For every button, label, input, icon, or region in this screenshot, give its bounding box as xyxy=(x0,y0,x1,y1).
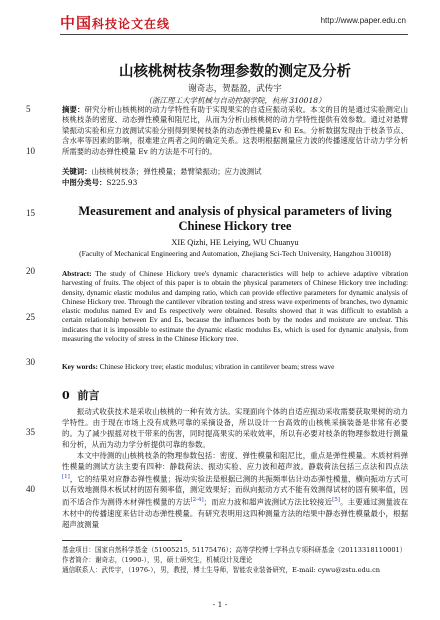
section-number: 0 xyxy=(62,389,70,402)
abstract-en xyxy=(62,269,408,343)
title-en: Measurement and analysis of physical parameters of living Chinese Hickory tree xyxy=(78,204,392,233)
footnote-contact: 通信联系人：武传宇，（1976-），男，教授，博士生导师，智能农业装备研究，E-mail: cywu@zstu.edu.cn xyxy=(62,566,381,574)
citation-link[interactable]: [2-4] xyxy=(190,497,204,504)
keywords-en-text: Chinese Hickory tree; elastic modulus; vibration in cantilever beam; stress wave xyxy=(99,362,335,371)
keywords-en-label: Key words: xyxy=(62,362,98,371)
body-text-run: ；而应力波和超声波测试方法比较接近 xyxy=(203,497,333,507)
body-text-run: 。主要通过测量波在木材中的传播速度来估计动态弹性模量。有研究表明用这四种测量方法的结果中静态弹性模量最小，根据超声波测量 xyxy=(62,497,408,529)
line-number: 5 xyxy=(26,104,31,114)
brand-rest: 科技论文在线 xyxy=(92,17,171,31)
footnote-author: 作者简介：谢奇志，（1990-），男，硕士研究生，机械设计及理论 xyxy=(62,556,253,564)
clc-label: 中图分类号： xyxy=(62,178,107,187)
abstract-zh-text: 研究分析山核桃树的动力学特性有助于实现果实的自适应振动采收。本文的目的是通过实验测定山核桃枝条的密度、动态弹性模量和阻尼比，从而为分析山核桃树的动力学特性提供有效参数。通过对悬臂梁振动实验和应力波测试实验分别得到果树枝条的动态弹性模量Ev 和 Es。分析数据发现由于枝条节点、含水率等因素的影响，很难建立两者之间的确定关系。这表明根据测量应力波的传播速度估计动力学分析所需要的动态弹性模量 Ev 的方法是不可行的。 xyxy=(62,105,408,156)
footnote-rule xyxy=(62,540,182,541)
body-text-run: ，它的结果对应静态弹性模量；振动实验法是根据已测的共振频率估计动态弹性模量，横向振动方式可以有效地测得木板试材的固有频率值，测定效果好；而纵向振动方式不能有效测得试材的固有频率值，因而不适合作为测得木材弹性模量的方法 xyxy=(62,474,408,507)
body-paragraph: 振动式收获技术是采收山核桃的一种有效方法。实现面向个体的自适应振动采收需要获取果树的动力学特性。由于现在市场上没有成熟可靠的采摘设备，所以设计一台高效的山核桃采摘装备是非常有必要的。为了减少振摇对枝干带来的伤害，同时提高果实的采收效率，所以有必要对枝条的物理参数进行测量和分析，从而为动力学分析提供可靠的参数。 xyxy=(62,407,408,449)
section-heading xyxy=(62,387,408,403)
page-number: - 1 - xyxy=(212,600,228,609)
line-number: 25 xyxy=(26,312,35,322)
body-text xyxy=(62,406,408,530)
line-number: 10 xyxy=(26,146,35,156)
page-header xyxy=(0,0,440,34)
keywords-zh-text: 山核桃树枝条；弹性模量；悬臂梁振动；应力波测试 xyxy=(91,167,262,176)
authors-en: XIE Qizhi, HE Leiying, WU Chuanyu xyxy=(171,238,299,247)
body-text-run: 本文中待测的山核桃枝条的物理参数包括：密度、弹性模量和阻尼比，重点是弹性模量。木质材料弹性模量的测试方法主要有四种：静载荷法、振动实验、应力波和超声波。静载荷法包括三点法和四点法 xyxy=(62,451,408,471)
abstract-en-label: Abstract: xyxy=(62,269,92,278)
site-brand[interactable] xyxy=(60,12,170,33)
clc-number xyxy=(62,177,408,188)
abstract-zh xyxy=(62,105,408,157)
abstract-en-text: The study of Chinese Hickory tree's dynamic characteristics will help to achieve adaptive vibration harvesting of fruits. The object of this paper is to obtain the physical parameters of Chinese Hickory tree including: density, dynamic elastic modulus and damping ratio, which can provide effective parameters for dynamic analysis of Chinese Hickory tree. Through the cantilever vibration testing and stress wave experiments of branches, two dynamic elastic modulus named Ev and Es respectively were obtained. Results showed that it was difficult to establish a certain relationship between Ev and Es, because the influences both by the nodes and moisture are unclear. This indicates that it is impossible to estimate the dynamic elastic modulus Es, which is used for dynamic analysis, from measuring the velocity of stress in the Chinese Hickory tree. xyxy=(62,269,408,344)
section-title: 前言 xyxy=(77,389,100,402)
body-paragraph xyxy=(62,450,408,530)
footnotes xyxy=(62,545,408,575)
citation-link[interactable]: [1] xyxy=(62,474,70,480)
affiliation-en: (Faculty of Mechanical Engineering and Automation, Zhejiang Sci-Tech University, Hangzhou 310018) xyxy=(79,249,391,258)
keywords-zh xyxy=(62,166,408,177)
keywords-en xyxy=(62,362,408,371)
authors-zh: 谢奇志，贺磊盈，武传宇 xyxy=(188,84,282,94)
header-rule xyxy=(60,34,408,35)
line-number: 35 xyxy=(26,427,35,437)
brand-cn: 中国 xyxy=(60,14,93,32)
title-zh: 山核桃树枝条物理参数的测定及分析 xyxy=(119,63,351,80)
keywords-zh-label: 关键词： xyxy=(62,167,92,176)
abstract-zh-label: 摘要： xyxy=(62,105,85,114)
line-number: 30 xyxy=(26,357,35,367)
footnote-fund: 基金项目：国家自然科学基金（51005215, 51175476）；高等学校博士学科点专项科研基金（20113318110001） xyxy=(62,546,407,554)
site-url[interactable]: http://www.paper.edu.cn xyxy=(320,16,406,25)
clc-text: S225.93 xyxy=(106,178,138,187)
line-number: 40 xyxy=(26,484,35,494)
line-number: 15 xyxy=(26,208,35,218)
line-number: 20 xyxy=(26,266,35,276)
affiliation-zh: （浙江理工大学机械与自动控制学院，杭州 310018） xyxy=(144,96,326,105)
citation-link[interactable]: [5] xyxy=(332,497,340,504)
